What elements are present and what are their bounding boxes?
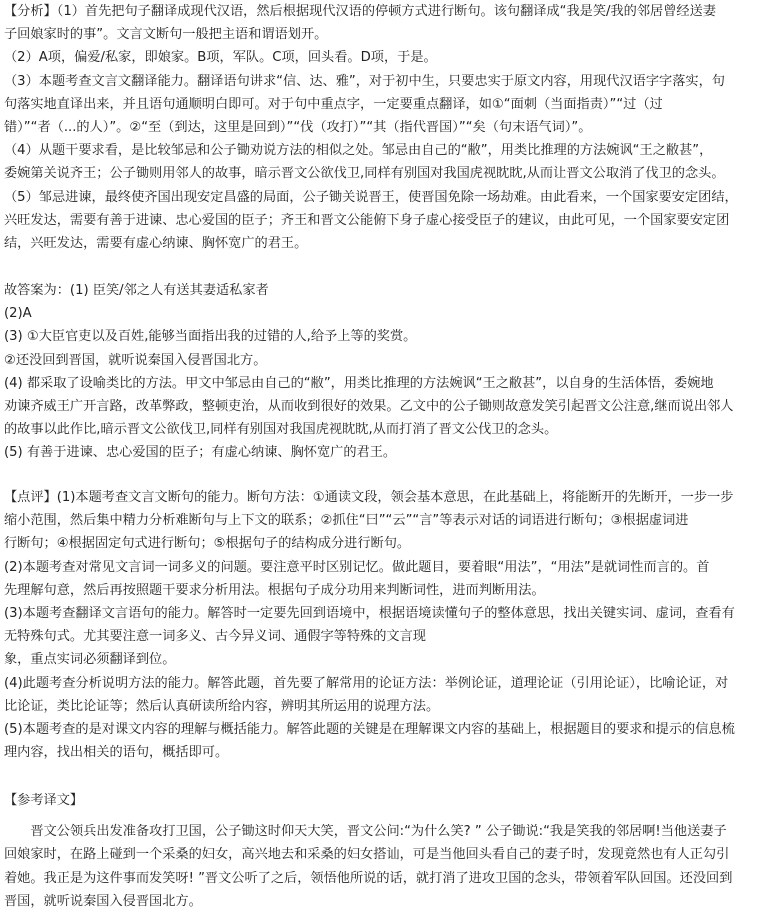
comment-line-2: 缩小范围，然后集中精力分析难断句与上下文的联系；②抓住“曰”“云”“言”等表示对话的词语进行断句；③根据虚词进 bbox=[4, 513, 689, 529]
analysis-header: 【分析】 bbox=[4, 4, 57, 19]
analysis-line-1: 【分析】（1）首先把句子翻译成现代汉语，然后根据现代汉语的停顿方式进行断句。该句翻译成“我是笑/我的邻居曾经送妻 bbox=[4, 4, 716, 19]
answer-line-6: 劝谏齐威王广开言路，改革弊政，整顿吏治，从而收到很好的效果。乙文中的公子锄则故意发笑引起晋文公注意,继而说出邻人 bbox=[4, 399, 734, 415]
analysis-line-11: 结，兴旺发达，需要有虚心纳谏、胸怀宽广的君王。 bbox=[4, 236, 308, 252]
analysis-section bbox=[4, 0, 772, 255]
translation-line-3: 着她。我正是为这件事而发笑呀! ”晋文公听了之后，领悟他所说的话，就打消了进攻卫国的念头，带领着军队回国。还没回到 bbox=[4, 870, 733, 886]
analysis-line-5: 句落实地直译出来，并且语句通顺明白即可。对于句中重点字，一定要重点翻译，如①“面刺（当面指责）”“过（过 bbox=[4, 96, 663, 112]
answer-section bbox=[4, 279, 772, 465]
comment-line-10: 比论证，类比论证等；然后认真研读所给内容，辨明其所运用的说理方法。 bbox=[4, 698, 440, 714]
comment-section bbox=[4, 486, 772, 764]
answer-line-8: (5) 有善于进谏、忠心爱国的臣子；有虚心纳谏、胸怀宽广的君王。 bbox=[4, 445, 397, 461]
analysis-line-10: 兴旺发达，需要有善于进谏、忠心爱国的臣子；齐王和晋文公能俯下身子虚心接受臣子的建议，由此可见，一个国家要安定团 bbox=[4, 212, 730, 228]
comment-line-5: 先理解句意，然后再按照题干要求分析用法。根据句子成分功用来判断词性，进而判断用法。 bbox=[4, 582, 545, 598]
answer-line-4: ②还没回到晋国，就听说秦国入侵晋国北方。 bbox=[4, 352, 267, 368]
comment-line-9: (4)此题考查分析说明方法的能力。解答此题，首先要了解常用的论证方法：举例论证，道理论证（引用论证），比喻论证，对 bbox=[4, 675, 729, 691]
analysis-line-3: （2）A项，偏爱/私家，即娘家。B项，军队。C项，回头看。D项，于是。 bbox=[4, 50, 437, 66]
comment-line-11: (5)本题考查的是对课文内容的理解与概括能力。解答此题的关键是在理解课文内容的基础上，根据题目的要求和提示的信息梳 bbox=[4, 722, 735, 738]
analysis-line-8: 委婉第关说齐王；公子锄则用邻人的故事，暗示晋文公欲伐卫,同样有别国对我国虎视眈眈,从而让晋文公取消了伐卫的念头。 bbox=[4, 166, 725, 182]
comment-line-3: 行断句；④根据固定句式进行断句；⑤根据句子的结构成分进行断句。 bbox=[4, 536, 411, 552]
answer-line-7: 的故事以此作比,暗示晋文公欲伐卫,同样有别国对我国虎视眈眈,从而打消了晋文公伐卫的念头。 bbox=[4, 422, 558, 438]
analysis-line-9: （5）邹忌进谏，最终使齐国出现安定昌盛的局面，公子锄关说晋王，使晋国免除一场劫难。由此看来，一个国家要安定团结， bbox=[4, 189, 738, 205]
comment-line-7: 无特殊句式。尤其要注意一词多义、古今异义词、通假字等特殊的文言现 bbox=[4, 629, 426, 645]
comment-header: 【点评】 bbox=[4, 490, 57, 505]
analysis-line-2: 子回娘家时的事”。文言文断句一般把主语和谓语划开。 bbox=[4, 27, 328, 43]
comment-line-8: 象，重点实词必须翻译到位。 bbox=[4, 652, 176, 668]
comment-line-12: 理内容，找出相关的语句，概括即可。 bbox=[4, 745, 229, 761]
translation-line-2: 回娘家时，在路上碰到一个采桑的妇女，高兴地去和采桑的妇女搭讪，可是当他回头看自己的妻子时，发现竟然也有人正勾引 bbox=[4, 847, 730, 863]
analysis-line-7: （4）从题干要求看，是比较邹忌和公子锄劝说方法的相似之处。邹忌由自己的“敝”，用类比推理的方法婉讽“王之敝甚”， bbox=[4, 143, 713, 159]
answer-line-5: (4) 都采取了设喻类比的方法。甲文中邹忌由自己的“敝”，用类比推理的方法婉讽“王之敝甚”，以自身的生活体悟，委婉地 bbox=[4, 375, 714, 391]
translation-line-4: 晋国，就听说秦国入侵晋国北方。 bbox=[4, 893, 202, 909]
answer-line-1: 故答案为：(1) 臣笑/邻之人有送其妻适私家者 bbox=[4, 283, 269, 298]
comment-line-1: 【点评】(1)本题考查文言文断句的能力。断句方法：①通读文段，领会基本意思，在此基础上，将能断开的先断开，一步一步 bbox=[4, 490, 734, 505]
analysis-line-4: （3）本题考查文言文翻译能力。翻译语句讲求“信、达、雅”，对于初中生，只要忠实于原文内容，用现代汉语字字落实，句 bbox=[4, 73, 725, 89]
answer-line-2: (2)A bbox=[4, 306, 32, 322]
analysis-line-6: 错）”“者（...的人）”。②“至（到达，这里是回到）”“伐（攻打）”“其（指代晋国）”“矣（句末语气词）”。 bbox=[4, 120, 592, 136]
translation-section bbox=[4, 789, 772, 913]
comment-line-4: (2)本题考查对常见文言词一词多义的问题。要注意平时区别记忆。做此题目，要着眼“用法”，“用法”是就词性而言的。首 bbox=[4, 559, 710, 575]
comment-line-6: (3)本题考查翻译文言语句的能力。解答时一定要先回到语境中，根据语境读懂句子的整体意思，找出关键实词、虚词，查看有 bbox=[4, 606, 735, 622]
translation-line-1: 晋文公领兵出发准备攻打卫国，公子锄这时仰天大笑，晋文公问:“为什么笑? ” 公子锄说:“我是笑我的邻居啊!当他送妻子 bbox=[30, 824, 727, 840]
translation-spacer bbox=[4, 812, 772, 820]
answer-line-3: (3) ①大臣官吏以及百姓,能够当面指出我的过错的人,给予上等的奖赏。 bbox=[4, 329, 417, 345]
translation-header: 【参考译文】 bbox=[4, 793, 84, 808]
